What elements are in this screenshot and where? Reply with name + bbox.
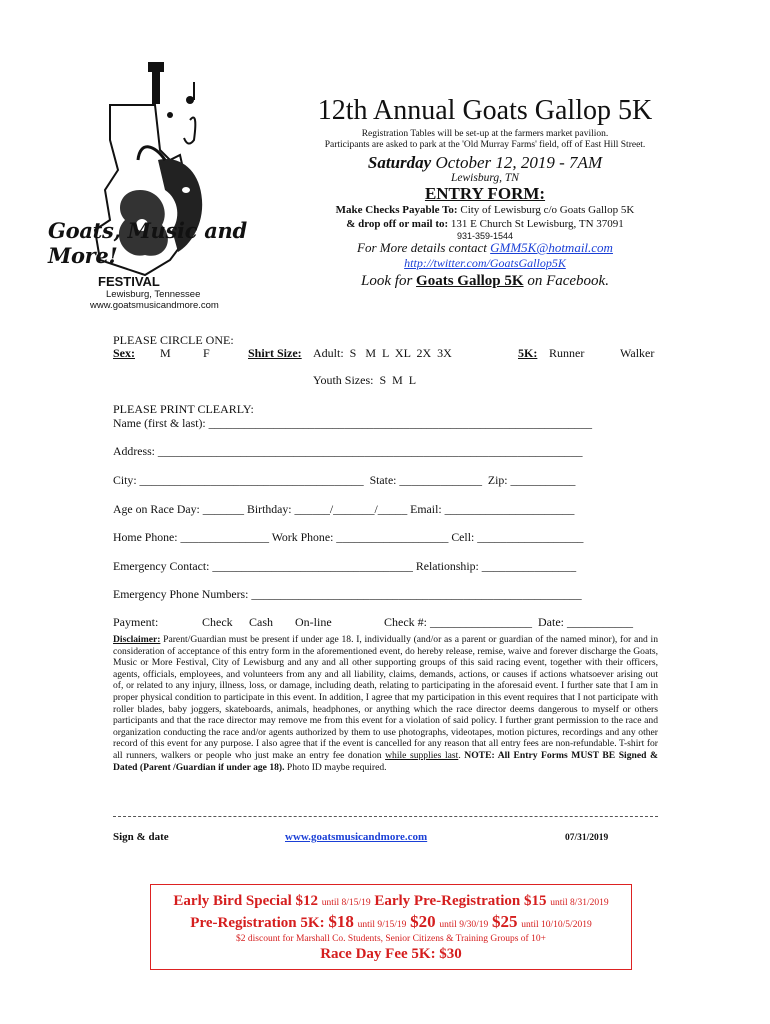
page-title: 12th Annual Goats Gallop 5K <box>317 95 653 126</box>
emergency-contact-field[interactable]: Emergency Contact: __________________________________ Relationship: ________________ <box>113 559 577 573</box>
fivek-label: 5K: <box>518 346 538 360</box>
price-20: $20 <box>410 912 436 931</box>
fb-suffix: on Facebook. <box>527 273 609 289</box>
phones-field[interactable]: Home Phone: _______________ Work Phone: ___________________ Cell: __________________ <box>113 530 584 544</box>
pre-reg-label: Pre-Registration 5K: <box>190 915 325 931</box>
early-bird-price: Early Bird Special $12 <box>173 893 318 909</box>
price-18-until: until 9/15/19 <box>357 920 407 930</box>
age-birthday-email-field[interactable]: Age on Race Day: _______ Birthday: ______/_______/_____ Email: ______________________ <box>113 502 575 516</box>
sex-option-m[interactable]: M <box>160 346 171 360</box>
website-link[interactable]: www.goatsmusicandmore.com <box>285 831 428 843</box>
early-pre-price: Early Pre-Registration $15 <box>374 893 547 909</box>
disclaimer-paragraph <box>113 634 658 773</box>
entry-form-heading: ENTRY FORM: <box>424 184 546 203</box>
event-date-time: October 12, 2019 - 7AM <box>435 153 603 172</box>
city-state-zip-field[interactable]: City: ______________________________________ State: ______________ Zip: ___________ <box>113 473 576 487</box>
fb-name: Goats Gallop 5K <box>416 273 524 289</box>
price-25: $25 <box>491 912 518 931</box>
email-link[interactable]: GMM5K@hotmail.com <box>490 240 613 255</box>
check-number-date-field[interactable]: Check #: _________________ Date: ___________ <box>384 615 633 629</box>
contact-phone: 931-359-1544 <box>456 231 514 241</box>
registration-note: Registration Tables will be set-up at the farmers market pavilion. <box>361 129 609 139</box>
logo-website: www.goatsmusicandmore.com <box>90 300 219 311</box>
facebook-row <box>290 273 680 290</box>
youth-sizes[interactable]: Youth Sizes: S M L <box>313 373 417 387</box>
pricing-line-pre <box>150 912 632 932</box>
payment-online[interactable]: On-line <box>295 615 332 629</box>
logo-festival: FESTIVAL <box>98 274 160 289</box>
price-20-until: until 9/30/19 <box>439 920 489 930</box>
logo-location: Lewisburg, Tennessee <box>106 289 201 300</box>
signature-line[interactable] <box>113 816 658 817</box>
pricing-line-early <box>150 893 632 910</box>
price-18: $18 <box>328 912 354 931</box>
early-bird-until: until 8/15/19 <box>321 898 371 908</box>
payment-check[interactable]: Check <box>202 615 233 629</box>
emergency-numbers-field[interactable]: Emergency Phone Numbers: ________________________________________________________ <box>113 587 582 601</box>
payment-cash[interactable]: Cash <box>249 615 273 629</box>
print-clearly-heading: PLEASE PRINT CLEARLY: <box>113 402 254 416</box>
price-25-until: until 10/10/5/2019 <box>521 920 592 930</box>
details-contact <box>290 240 680 256</box>
option-walker[interactable]: Walker <box>620 346 655 360</box>
twitter-link[interactable]: http://twitter.com/GoatsGallop5K <box>404 256 566 270</box>
sex-option-f[interactable]: F <box>203 346 210 360</box>
drop-value: 131 E Church St Lewisburg, TN 37091 <box>450 218 624 230</box>
checks-payable <box>290 204 680 216</box>
drop-label: & drop off or mail to: <box>346 218 449 230</box>
circle-one-heading: PLEASE CIRCLE ONE: <box>113 333 234 347</box>
details-prefix: For More details contact <box>357 240 487 255</box>
festival-logo-text <box>48 218 288 311</box>
mail-address <box>290 218 680 230</box>
event-city: Lewisburg, TN <box>451 172 519 184</box>
disclaimer-text-1: Parent/Guardian must be present if under age 18. I, individually (and/or as a parent or guardian of the named minor), for and in consideration of acceptance of this entry form in the aforementioned event, do hereby release, remise, waive and forever discharge the Goats, Music or More Festival, City of Lewisburg and any and all other supporting groups of this said racing event, together with their officers, agents, officials, employees, and volunteers from any and all liability, claims, demands, actions, or causes if actions whatsoever arising out of, or related to any injury, illness, loss, or damage, including death, relating to participating in the aforesaid event. I further sate that I am in proper physical condition to participate in this event. In addition, I agree that my participation in this event requires that I not participate with roller blades, baby joggers, skateboards, animals, headphones, or anything which the race director deems dangerous to myself or others participants and that the race director may remove me from this event for a violation of said policy. I further grant permission to the race and organization conducting the race and/or agents authorized by them to use photographs, videotapes, motion pictures, recordings and any other record of this event for any purpose. I also agree that if the event is cancelled for any reason that all entry fees are non-refundable. T-shirt for all runners, walkers or people who just make an entry fee donation <box>113 634 658 761</box>
name-field[interactable]: Name (first & last): _________________________________________________________________ <box>113 416 593 430</box>
event-date <box>290 153 680 173</box>
early-pre-until: until 8/31/2019 <box>550 898 609 908</box>
logo-script-name: Goats, Music and More! <box>48 218 247 268</box>
sign-date-label: Sign & date <box>113 831 169 843</box>
sex-label: Sex: <box>113 346 135 360</box>
disclaimer-note: NOTE: All Entry Forms MUST BE Signed & Dated (Parent /Guardian if under age 18). <box>113 749 659 773</box>
option-runner[interactable]: Runner <box>549 346 585 360</box>
checks-value: City of Lewisburg c/o Goats Gallop 5K <box>460 204 635 216</box>
fb-prefix: Look for <box>361 273 413 289</box>
address-field[interactable]: Address: ________________________________________________________________________ <box>113 444 583 458</box>
form-date: 07/31/2019 <box>565 833 609 843</box>
disclaimer-supplies: while supplies last <box>385 749 459 761</box>
parking-note: Participants are asked to park at the 'Old Murray Farms' field, off of East Hill Street. <box>324 140 646 150</box>
checks-label: Make Checks Payable To: <box>335 204 458 216</box>
disclaimer-label: Disclaimer: <box>113 634 161 645</box>
disclaimer-text-2: . <box>458 749 465 761</box>
twitter-row <box>290 256 680 271</box>
discount-note: $2 discount for Marshall Co. Students, Senior Citizens & Training Groups of 10+ <box>236 934 546 944</box>
event-day: Saturday <box>367 153 432 172</box>
payment-label: Payment: <box>113 615 159 629</box>
shirt-size-label: Shirt Size: <box>248 346 302 360</box>
shirt-adult-options[interactable]: Adult: S M L XL 2X 3X <box>313 346 452 360</box>
disclaimer-text-3: Photo ID maybe required. <box>284 761 387 773</box>
race-day-fee: Race Day Fee 5K: $30 <box>320 946 462 962</box>
